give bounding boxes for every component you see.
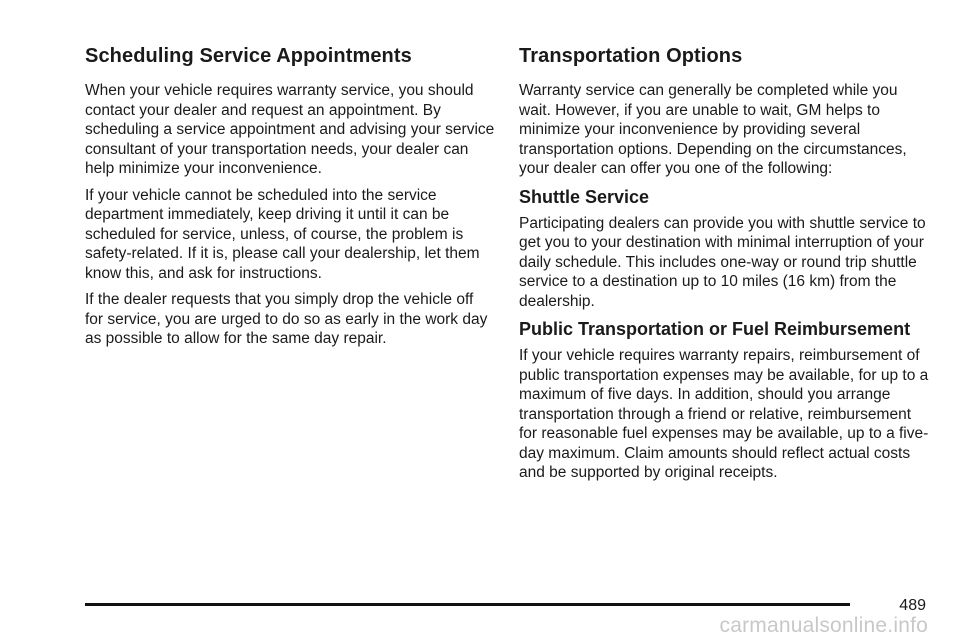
right-column <box>519 42 929 490</box>
paragraph: When your vehicle requires warranty service, you should contact your dealer and request an appointment. By scheduling a service appointment and advising your service consultant of your transportation needs, your dealer can help minimize your inconvenience. <box>85 82 495 177</box>
watermark: carmanualsonline.info <box>719 614 928 637</box>
paragraph: If the dealer requests that you simply drop the vehicle off for service, you are urged to do so as early in the work day as possible to allow for the same day repair. <box>85 291 488 347</box>
paragraph: Warranty service can generally be completed while you wait. However, if you are unable to wait, GM helps to minimize your inconvenience by providing several transportation options. Depending on the circumstances, your dealer can offer you one of the following: <box>519 82 907 177</box>
paragraph: If your vehicle requires warranty repairs, reimbursement of public transportation expenses may be available, for up to a maximum of five days. In addition, should you arrange transportation through a friend or relative, reimbursement for reasonable fuel expenses may be available, up to a five-day maximum. Claim amounts should reflect actual costs and be supported by original receipts. <box>519 347 929 481</box>
subheading-shuttle-service: Shuttle Service <box>519 186 650 207</box>
paragraph: If your vehicle cannot be scheduled into the service department immediately, keep driving it until it can be scheduled for service, unless, of course, the problem is safety-related. If it is, please call your dealership, let them know this, and ask for instructions. <box>85 186 480 282</box>
paragraph: Participating dealers can provide you with shuttle service to get you to your destination with minimal interruption of your daily schedule. This includes one-way or round trip shuttle service to a destination up to 10 miles (16 km) from the dealership. <box>519 214 926 310</box>
left-column <box>85 42 495 356</box>
section-heading-scheduling: Scheduling Service Appointments <box>85 45 412 67</box>
subheading-public-transportation: Public Transportation or Fuel Reimbursement <box>519 319 911 339</box>
footer-rule <box>85 603 850 606</box>
section-heading-transportation: Transportation Options <box>519 45 743 67</box>
page-number: 489 <box>899 597 926 614</box>
